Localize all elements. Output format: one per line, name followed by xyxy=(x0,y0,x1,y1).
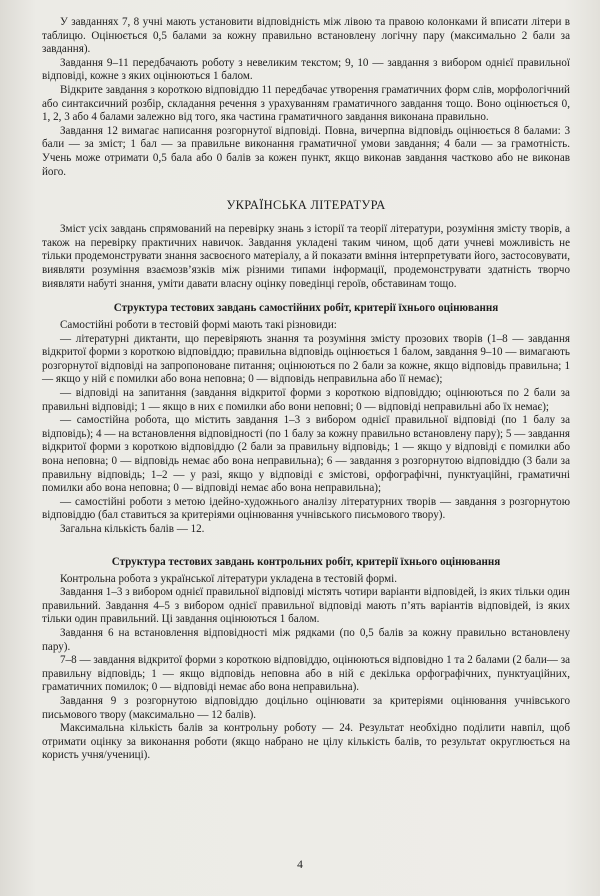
paragraph: Самостійні роботи в тестовій формі мають такі різновиди: xyxy=(60,319,337,332)
paragraph: У завданнях 7, 8 учні мають установити відповідність між лівою та правою колонками й вписати літери в таблицю. Оцінюється 0,5 балами за кожну правильно встановлену логічну пару (максимально 2 бали за завдання). xyxy=(42,16,570,56)
subsection-body xyxy=(42,573,570,763)
paragraph: — відповіді на запитання (завдання відкритої форми з короткою відповіддю; оцінюються по 2 бали за правильні відповіді; 1 — якщо в них є помилки або вони неповні; 0 — відповіді неправильні або їх немає); xyxy=(42,387,570,413)
page-number: 4 xyxy=(297,859,303,871)
paragraph: 7–8 — завдання відкритої форми з короткою відповіддю, оцінюються відповідно 1 та 2 балами (2 бали— за правильну відповідь; 1 — якщо відповідь неповна або в ній є декілька орфографічних, пунктуаційних, граматичних помилок; 0 — відповіді немає або вона неправильна). xyxy=(42,654,570,694)
subsection-title: Структура тестових завдань самостійних робіт, критерії їхнього оцінювання xyxy=(113,302,499,315)
paragraph: — самостійні роботи з метою ідейно-художнього аналізу літературних творів — завдання з розгорнутою відповіддю (бал ставиться за критеріями оцінювання учнівського письмового твору). xyxy=(42,495,570,522)
paragraph: Максимальна кількість балів за контрольну роботу — 24. Результат необхідно поділити навпіл, щоб отримати оцінку за виконання роботи (якщо набрано не цілу кількість балів, то результат округлюється на користь учня/учениці). xyxy=(42,722,570,762)
section-title: УКРАЇНСЬКА ЛІТЕРАТУРА xyxy=(226,198,386,213)
paragraph: Завдання 6 на встановлення відповідності між рядками (по 0,5 балів за кожну правильно встановлену пару). xyxy=(42,626,570,653)
paragraph: Завдання 1–3 з вибором однієї правильної відповіді містять чотири варіанти відповідей, із яких тільки один правильний. Завдання 4–5 з вибором однієї правильної відповіді мають п’ять варіантів відповідей, із яких тільки один правильний. Ці завдання оцінюються 1 балом. xyxy=(42,586,570,626)
paragraph: Завдання 9–11 передбачають роботу з невеликим текстом; 9, 10 — завдання з вибором однієї правильної відповіді, кожне з яких оцінюються 1 балом. xyxy=(42,56,570,83)
intro-block xyxy=(42,16,570,179)
paragraph: Відкрите завдання з короткою відповіддю 11 передбачає утворення граматичних форм слів, морфологічний або синтаксичний розбір, складання речення з урахуванням граматичного завдання тощо. Воно оцінюється 0, 1, 2, 3 або 4 балами залежно від того, яка частина граматичного завдання виконана правильно. xyxy=(42,83,570,124)
paragraph: Загальна кількість балів — 12. xyxy=(60,523,205,535)
paragraph: Завдання 9 з розгорнутою відповіддю доцільно оцінювати за критеріями оцінювання учнівського письмового твору (максимально — 12 балів). xyxy=(42,694,570,721)
paragraph: — літературні диктанти, що перевіряють знання та розуміння змісту прозових творів (1–8 — завдання відкритої форми з короткою відповіддю; правильна відповідь оцінюється 1 балом, завдання 9–10 — вимагають розгорнутої відповіді на запропоноване питання; оцінюються по 2 бали за кожне, якщо відповідь правильна; 1 — якщо у ній є помилки або вона неповна; 0 — відповідь неправильна або її немає); xyxy=(42,332,570,386)
paragraph: Контрольна робота з української літератури укладена в тестовій формі. xyxy=(60,572,398,585)
paragraph: — самостійна робота, що містить завдання 1–3 з вибором однієї правильної відповіді (по 1 балу за відповідь); 4 — на встановлення відповідності (по 1 балу за кожну правильно встановлену пару); 5 — завдання відкритої форми з короткою відповіддю (2 бали за правильну відповідь; 1 — якщо у відповіді є помилки або вона неповна; 0 — відповідь немає або вона неправильна); 6 — завдання з розгорнутою відповіддю (3 бали за правильну відповідь; 1–2 — у разі, якщо у відповіді є змістові, орфографічні, пунктуаційні, граматичні помилки або вона неповна; 0 — відповіді немає або вона неправильна); xyxy=(42,414,570,495)
subsection-title: Структура тестових завдань контрольних робіт, критерії їхнього оцінювання xyxy=(111,555,501,568)
subsection-body xyxy=(42,319,570,537)
paragraph: Завдання 12 вимагає написання розгорнутої відповіді. Повна, вичерпна відповідь оцінюється 8 балами: 3 бали — за зміст; 1 бал — за правильне виконання граматичної умови завдання; 4 бали — за грамотність. Учень може отримати 0,5 бала або 0 балів за кожен пункт, якщо виконав завдання частково або не виконав його. xyxy=(42,124,570,178)
section-intro: Зміст усіх завдань спрямований на перевірку знань з історії та теорії літератури, розуміння змісту творів, а також на перевірку практичних навичок. Завдання укладені таким чином, щоб дати учневі можливість не тільки продемонструвати знання засвоєного матеріалу, а й показати вміння інтерпретувати його, застосовувати, виявляти розуміння взаємозв’язків між різними типами інформації, продемонструвати здатність творчо виявляти набуті знання, уміти давати власну оцінку поведінці героїв, обставинам тощо. xyxy=(42,223,570,290)
